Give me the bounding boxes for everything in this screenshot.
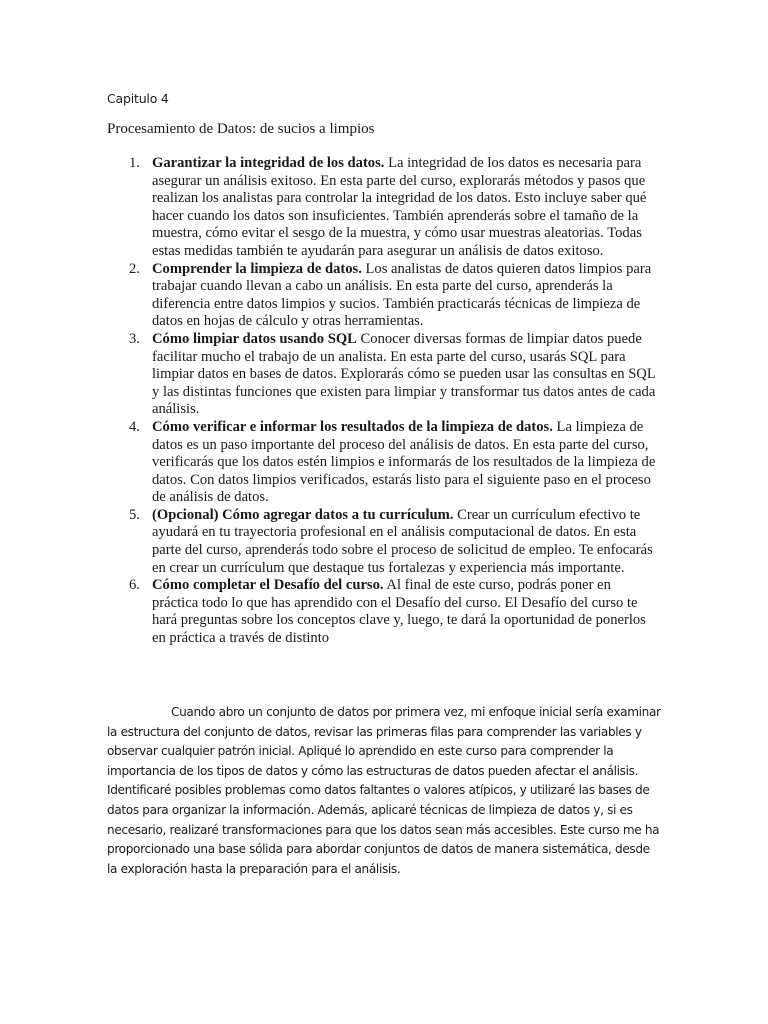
item-number: 6.	[129, 577, 140, 594]
item-heading: Comprender la limpieza de datos.	[152, 260, 362, 277]
item-heading: Cómo verificar e informar los resultados de la limpieza de datos.	[152, 418, 553, 435]
item-heading: Cómo completar el Desafío del curso.	[152, 577, 384, 594]
item-number: 2.	[129, 260, 140, 277]
item-text: La limpieza de datos es un paso importante del proceso del análisis de datos. En esta parte del curso, verificarás que los datos estén limpios e informarás de los resultados de la limpieza de datos. Con datos limpios verificados, estarás listo para el siguiente paso en el proceso de análisis de datos.	[152, 418, 656, 506]
list-item	[107, 577, 659, 647]
item-heading: Garantizar la integridad de los datos.	[152, 155, 385, 171]
list-item	[107, 261, 659, 331]
item-number: 4.	[129, 418, 140, 435]
chapter-label: Capitulo 4	[107, 91, 169, 106]
list-item	[107, 507, 659, 577]
item-text: La integridad de los datos es necesaria para asegurar un análisis exitoso. En esta parte del curso, explorarás métodos y pasos que realizan los analistas para controlar la integridad de los datos. Esto incluye saber qué hacer cuando los datos son insuficientes. También aprenderás sobre el tamaño de la muestra, cómo evitar el sesgo de la muestra, y cómo usar muestras aleatorias. Todas estas medidas también te ayudarán para asegurar un análisis de datos exitoso.	[152, 155, 647, 259]
item-text: Los analistas de datos quieren datos limpios para trabajar cuando llevan a cabo un análisis. En esta parte del curso, aprenderás la diferencia entre datos limpios y sucios. También practicarás técnicas de limpieza de datos en hojas de cálculo y otras herramientas.	[152, 260, 652, 330]
reflection-paragraph: Cuando abro un conjunto de datos por primera vez, mi enfoque inicial sería examinar la estructura del conjunto de datos, revisar las primeras filas para comprender las variables y observar cualquier patrón inicial. Apliqué lo aprendido en este curso para comprender la importancia de los tipos de datos y cómo las estructuras de datos pueden afectar el análisis. Identificaré posibles problemas como datos faltantes o valores atípicos, y utilizaré las bases de datos para organizar la información. Además, aplicaré técnicas de limpieza de datos y, si es necesario, realizaré transformaciones para que los datos sean más accesibles. Este curso me ha proporcionado una base sólida para abordar conjuntos de datos de manera sistemática, desde la exploración hasta la preparación para el análisis.	[107, 705, 661, 876]
item-text: Conocer diversas formas de limpiar datos puede facilitar mucho el trabajo de un analista. En esta parte del curso, usarás SQL para limpiar datos en bases de datos. Explorarás cómo se pueden usar las consultas en SQL y las distintas funciones que existen para limpiar y transformar tus datos antes de cada análisis.	[152, 330, 656, 418]
list-item	[107, 331, 659, 419]
item-number: 5.	[129, 506, 140, 523]
item-text: Al final de este curso, podrás poner en práctica todo lo que has aprendido con el Desafío del curso. El Desafío del curso te hará preguntas sobre los conceptos clave y, luego, te dará la oportunidad de ponerlos en práctica a través de distinto	[152, 577, 646, 647]
list-item	[107, 419, 659, 507]
topic-list	[107, 155, 659, 648]
item-number: 3.	[129, 330, 140, 347]
item-number: 1.	[129, 155, 140, 171]
item-heading: (Opcional) Cómo agregar datos a tu currículum.	[152, 506, 454, 523]
item-heading: Cómo limpiar datos usando SQL	[152, 330, 357, 347]
list-item	[107, 155, 659, 261]
item-text: Crear un currículum efectivo te ayudará en tu trayectoria profesional en el análisis computacional de datos. En esta parte del curso, aprenderás todo sobre el proceso de solicitud de empleo. Te enfocarás en crear un currículum que destaque tus fortalezas y experiencia más importante.	[152, 506, 653, 576]
page-title: Procesamiento de Datos: de sucios a limpios	[107, 121, 375, 137]
